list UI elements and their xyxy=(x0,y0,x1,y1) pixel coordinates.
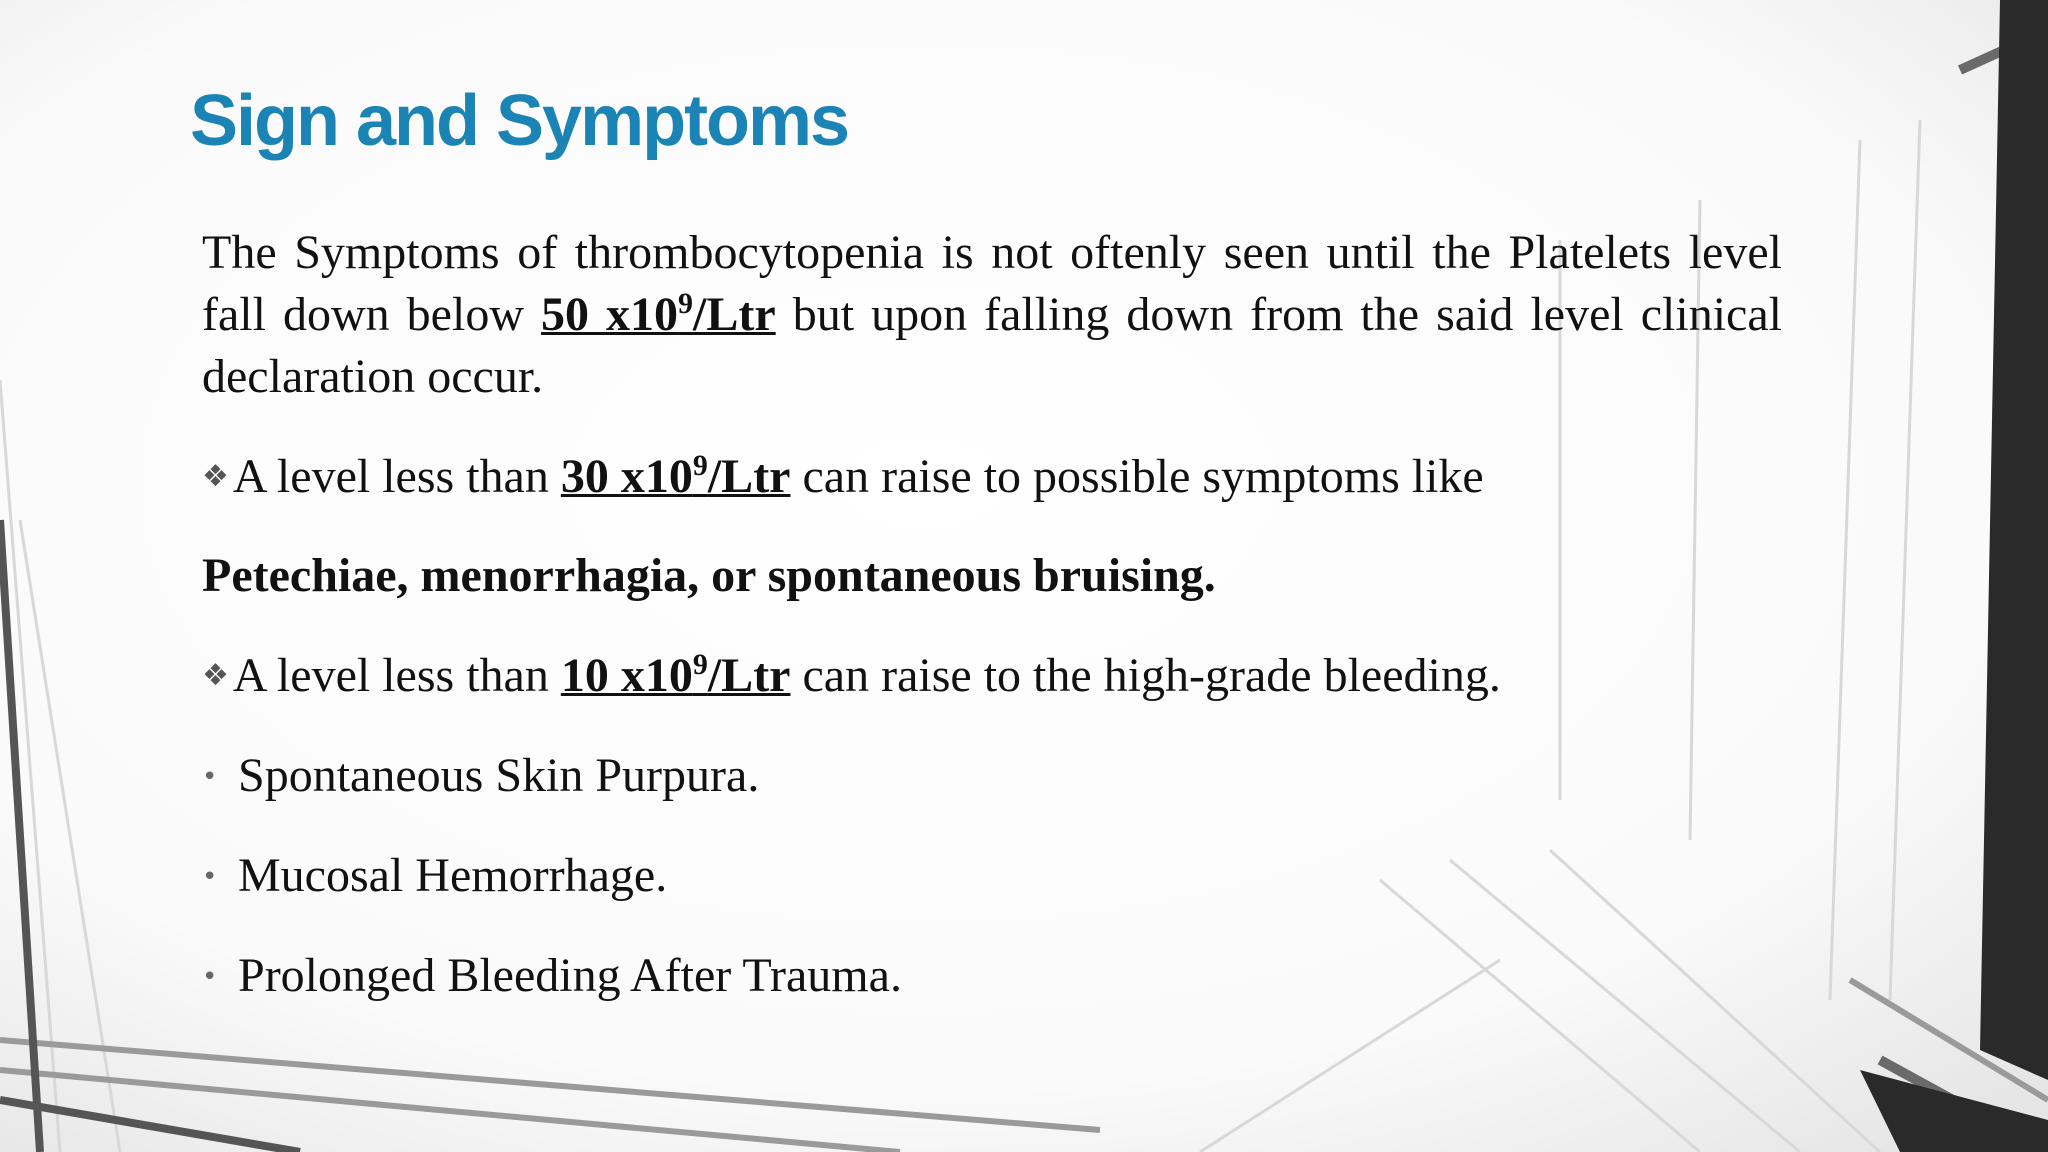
diamond-bullet-icon: ❖ xyxy=(202,459,229,494)
bullet-dot-icon: • xyxy=(202,962,218,992)
diamond-bullet-icon: ❖ xyxy=(202,658,229,693)
list-item-mucosal-hemorrhage: • Mucosal Hemorrhage. xyxy=(202,845,1822,914)
bullet-level-30: ❖A level less than 30 $x10^9$/Ltr can raise to possible symptoms like xyxy=(202,449,1484,503)
intro-text-after: but upon falling down from the said level clinical declaration occur. xyxy=(202,288,1783,403)
bullet-dot-icon: • xyxy=(202,862,218,892)
list-item-prolonged-bleeding: • Prolonged Bleeding After Trauma. xyxy=(202,945,1822,1014)
bullet-level-10: ❖A level less than 10 $x10^9$/Ltr can raise to the high-grade bleeding. xyxy=(202,648,1501,702)
list-item-skin-purpura: • Spontaneous Skin Purpura. xyxy=(202,745,1822,814)
bullet-dot-icon: • xyxy=(202,762,218,792)
platelet-threshold-30: 30 $x10^9$/Ltr xyxy=(560,449,791,503)
platelet-threshold-50: 50 $x10^9$/Ltr xyxy=(541,287,776,341)
symptoms-bold-line: Petechiae, menorrhagia, or spontaneous bruising. xyxy=(202,549,1216,602)
slide-title: Sign and Symptoms xyxy=(190,81,849,161)
intro-paragraph xyxy=(202,222,1782,408)
intro-text-before: The Symptoms of thrombocytopenia is not oftenly seen until the Platelets level fall down below xyxy=(202,226,1782,341)
platelet-threshold-10: 10 $x10^9$/Ltr xyxy=(560,648,791,702)
